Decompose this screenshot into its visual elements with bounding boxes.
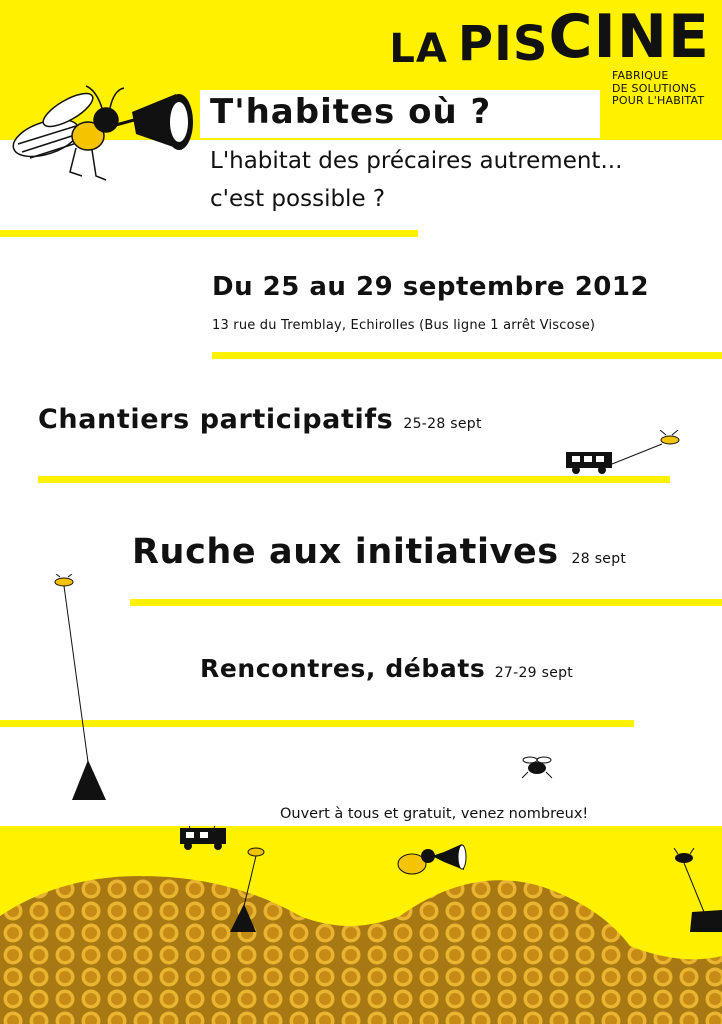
activity-ruche: [132, 532, 626, 572]
logo-tagline: [612, 70, 722, 108]
teepee-icon: [226, 846, 266, 936]
page-title: T'habites où ?: [210, 92, 492, 132]
honeycomb-illustration: [0, 856, 722, 1024]
bee-megaphone-icon: [392, 840, 470, 884]
subtitle-line-1: L'habitat des précaires autrement...: [210, 148, 623, 174]
activity-chantiers: [38, 404, 482, 435]
tent-icon: [50, 574, 110, 804]
divider: [38, 476, 670, 483]
divider: [212, 352, 722, 359]
logo-la: LA: [389, 26, 448, 72]
bee-icon: [520, 754, 554, 780]
tagline-line-3: POUR L'HABITAT: [612, 94, 705, 107]
bee-megaphone-icon: [6, 80, 206, 192]
logo: [389, 2, 710, 72]
caravan-icon: [562, 430, 686, 476]
divider: [130, 599, 722, 606]
subtitle-line-2: c'est possible ?: [210, 186, 386, 212]
activity-date: 27-29 sept: [494, 665, 574, 681]
teepee-icon: [670, 848, 722, 938]
activity-date: 28 sept: [571, 551, 627, 567]
activity-label: Chantiers participatifs: [38, 404, 394, 435]
tagline-line-2: DE SOLUTIONS: [612, 81, 697, 95]
event-dates: Du 25 au 29 septembre 2012: [212, 272, 650, 302]
activity-label: Rencontres, débats: [200, 654, 486, 683]
honeycomb-band: [0, 826, 722, 1024]
event-address: 13 rue du Tremblay, Echirolles (Bus ligne 1 arrêt Viscose): [212, 318, 596, 333]
tagline-line-1: FABRIQUE: [612, 69, 669, 82]
divider: [0, 230, 418, 237]
activity-label: Ruche aux initiatives: [132, 532, 559, 572]
logo-pis: PIS: [457, 16, 549, 72]
activity-rencontres: [200, 654, 573, 683]
activity-date: 25-28 sept: [403, 416, 482, 432]
logo-cine: CINE: [548, 2, 710, 72]
footer-note: Ouvert à tous et gratuit, venez nombreux!: [280, 806, 589, 822]
